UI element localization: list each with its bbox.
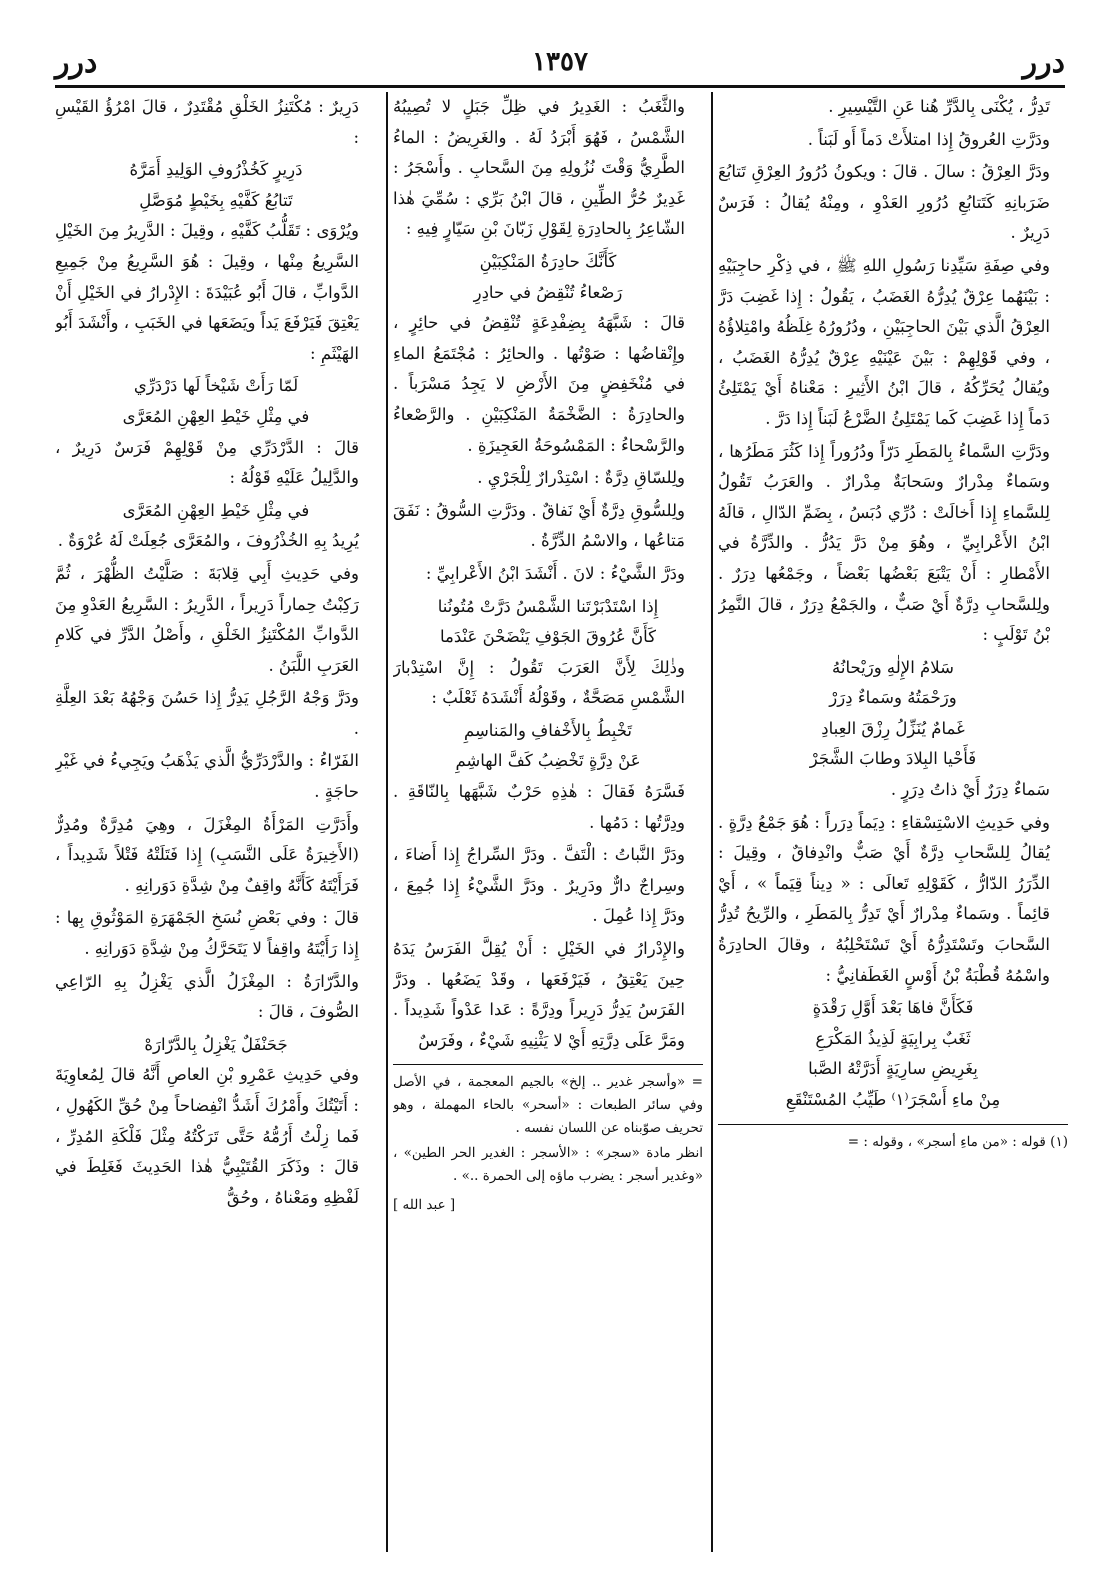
page-header [55, 40, 1065, 84]
footnote-rule [718, 1124, 1068, 1125]
paragraph: ولِلسُّوقِ دِرَّةٌ أَيْ نَفاقٌ . ودَرَّتِ السُّوقُ : نَفَقَ مَتاعُها ، والاسْمُ الدِّرَّةُ . [393, 500, 685, 551]
verse-line: جَحَنْفَلٌ يَغْزِلُ بِالدَّرّارَهْ [144, 1034, 288, 1054]
paragraph: وفي حَدِيثِ الاسْتِسْقاءِ : دِيَماً دِرَراً : هُوَ جَمْعُ دِرَّةٍ . يُقالُ لِلسَّحابِ دِرَّةٌ أَيْ صَبٌّ وانْدِفاقٌ ، وقِيلَ : الدِّرَرُ الدّارُّ ، كَقَوْلِهِ تَعالَى : « دِيناً قِيَماً » ، أَيْ قائِماً . وسَماءٌ مِدْرارٌ أَيْ تَدِرُّ بِالمَطَرِ ، والرِّيحُ تُدِرُّ السَّحابَ وتَسْتَدِرُّهُ أَيْ تَسْتَحْلِبُهُ ، وقالَ الحادِرَةُ واسْمُهُ قُطْبَةُ بْنُ أَوْسٍ الغَطَفانِيُّ : [718, 812, 1050, 985]
footnote-signature: [ عبد الله ] [393, 1197, 456, 1214]
column-divider-right [711, 92, 713, 1552]
paragraph: ويُرْوَى : تَقَلُّبُ كَفَّيْهِ ، وقِيلَ : الدَّرِيرُ مِنَ الخَيْلِ السَّرِيعُ مِنْها ، وقِيلَ : هُوَ السَّرِيعُ مِنْ جَمِيعِ الدَّوابِّ ، قالَ أَبُو عُبَيْدَةَ : الإِدْرارُ في الخَيْلِ أَنْ يَعْتِقَ فَيَرْفَعَ يَداً ويَضَعَها في الخَبَبِ ، وأَنْشَدَ أَبُو الهَيْثَمِ : [55, 221, 359, 363]
verse-line: سَلامُ الإِلٰهِ ورَيْحانُهُ [832, 657, 954, 677]
paragraph: ولِلسّاقِ دِرَّةٌ : اسْتِدْرارٌ لِلْجَرْيِ . [477, 468, 685, 488]
paragraph: قالَ : وفي بَعْضِ نُسَخِ الجَمْهَرَةِ المَوْثُوقِ بِها : إِذا رَأَيْتَهُ واقِفاً لا يَتَحَرَّكُ مِنْ شِدَّةِ دَوَرانِهِ . [55, 908, 359, 959]
verse-line: بِغَرِيضِ سارِيَةٍ أَدَرَّتْهُ الصَّبا [808, 1059, 978, 1079]
verse-line: عَنْ دِرَّةٍ تَخْضِبُ كَفَّ الهاشِمِ [455, 751, 641, 771]
verse-line: تَتابُعُ كَفَّيْهِ بِخَيْطٍ مُوَصَّلِ [139, 190, 293, 210]
footnote-rule [393, 1064, 703, 1065]
verse-line: دَرِيرٍ كَخُذْرُوفِ الوَلِيدِ أَمَرَّهُ [129, 160, 303, 180]
verse-line: كَأَنَّكَ حادِرَةُ المَنْكِبَيْنِ [479, 251, 617, 271]
middle-column [393, 92, 703, 1552]
paragraph: ودَرَّ النَّباتُ : الْتَفَّ . ودَرَّ السِّراجُ إِذا أَضاءَ ، وسِراجٌ دارٌّ ودَرِيرٌ . ودَرَّ الشَّيْءُ إِذا جُمِعَ ، ودَرَّ إِذا عُمِلَ . [393, 845, 685, 926]
verse-line: غَمامٌ يُنَزِّلُ رِزْقَ العِبادِ [821, 718, 965, 738]
headword-left: درر [55, 44, 98, 80]
verse-line: كَأَنَّ عُرُوقَ الجَوْفِ يَنْضَحْنَ عَنْدَما [439, 627, 657, 647]
paragraph: والثَّغَبُ : الغَدِيرُ في ظِلِّ جَبَلٍ لا تُصِيبُهُ الشَّمْسُ ، فَهُوَ أَبْرَدُ لَهُ . والغَرِيضُ : الماءُ الطَّرِيُّ وَقْتَ نُزُولِهِ مِنَ السَّحابِ . وأَسْجَرُ : غَدِيرٌ حُرُّ الطِّينِ ، قالَ ابْنُ بَرِّي : سُمِّيَ هٰذا الشّاعِرُ بِالحادِرَةِ لِقَوْلِ زَبّانَ بْنِ سَيّارٍ فِيهِ : [393, 97, 685, 239]
paragraph: والإِدْرارُ في الخَيْلِ : أَنْ يُقِلَّ الفَرَسُ يَدَهُ حِينَ يَعْتِقُ ، فَيَرْفَعَها ، وقَدْ يَضَعُها . ودَرَّ الفَرَسُ يَدِرُّ دَرِيراً ودِرَّةً : عَدا عَدْواً شَدِيداً . ومَرَّ عَلَى دِرَّتِهِ أَيْ لا يَثْنِيهِ شَيْءٌ ، وفَرَسٌ [393, 939, 685, 1050]
paragraph: وفي صِفَةِ سَيِّدِنا رَسُولِ اللهِ ﷺ ، في ذِكْرِ حاجِبَيْهِ : بَيْنَهُما عِرْقٌ يُدِرُّهُ الغَضَبُ ، يَقُولُ : إِذا غَضِبَ دَرَّ العِرْقُ الَّذي بَيْنَ الحاجِبَيْنِ ، ودُرُورُهُ غِلَظُهُ وامْتِلاؤُهُ ، وفي قَوْلِهِمْ : بَيْنَ عَيْنَيْهِ عِرْقٌ يُدِرُّهُ الغَضَبُ ، ويُقالُ يُحَرِّكُهُ ، قالَ ابْنُ الأَثِيرِ : مَعْناهُ أَيْ يَمْتَلِئُ دَماً إِذا غَضِبَ كَما يَمْتَلِئُ الضَّرْعُ لَبَناً إِذا دَرَّ . [718, 255, 1050, 428]
paragraph: وأَدَرَّتِ المَرْأَةُ المِغْزَلَ ، وهِيَ مُدِرَّةٌ ومُدِرٌّ (الأَخِيرَةُ عَلَى النَّسَبِ) إِذا فَتَلَتْهُ فَتْلاً شَدِيداً ، فَرَأَيْتَهُ كَأَنَّهُ واقِفٌ مِنْ شِدَّةِ دَوَرانِهِ . [55, 814, 359, 895]
paragraph: ودَرَّ وَجْهُ الرَّجُلِ يَدِرُّ إِذا حَسُنَ وَجْهُهُ بَعْدَ العِلَّةِ . [55, 688, 359, 738]
verse-line: رَصْعاءُ تُنْقِضُ في حادِرِ [473, 282, 623, 302]
paragraph: وفي حَدِيثِ أَبِي قِلابَةَ : صَلَّيْتُ الظُّهْرَ ، ثُمَّ رَكِبْتُ حِماراً دَرِيراً ، الدَّرِيرُ : السَّرِيعُ العَدْوِ مِنَ الدَّوابِّ المُكْتَنِزُ الخَلْقِ ، وأَصْلُ الدَّرِّ في كَلامِ العَرَبِ اللَّبَنُ . [55, 563, 359, 675]
column-divider-left [386, 92, 388, 1552]
paragraph: وفي حَدِيثِ عَمْرِو بْنِ العاصِ أَنَّهُ قالَ لِمُعاوِيَةَ : أَتَيْتُكَ وأَمْرُكَ أَشَدُّ انْفِضاحاً مِنْ حُقِّ الكَهُولِ ، فَما زِلْتُ أَرُمُّهُ حَتَّى تَرَكْتُهُ مِثْلَ فَلْكَةِ المُدِرِّ ، قالَ : وذَكَرَ القُتَيْبِيُّ هٰذا الحَدِيثَ فَغَلِطَ في لَفْظِهِ ومَعْناهُ ، وحُقُّ [55, 1065, 359, 1207]
verse-line: ورَحْمَتُهُ وسَماءٌ دِرَرْ [829, 688, 957, 708]
paragraph: ودَرَّ الشَّيْءُ : لانَ . أَنْشَدَ ابْنُ الأَعْرابِيِّ : [425, 563, 685, 583]
verse-line: فَأَحْيا البِلادَ وطابَ الشَّجَرْ [809, 749, 977, 769]
paragraph: تَدِرُّ ، يُكْنَى بِالدَّرِّ هُنا عَنِ التَّيْسِيرِ . [828, 97, 1050, 116]
paragraph: الفَرّاءُ : والدَّرْدَرِّيُّ الَّذي يَذْهَبُ ويَجِيءُ في غَيْرِ حاجَةٍ . [55, 751, 359, 802]
footnote: انظر مادة «سجر» : «الأسجر : الغدير الحر الطين» ، «وغدير أسجر : يضرب ماؤه إلى الحمرة ..» . [393, 1145, 703, 1185]
headword-right: درر [1022, 44, 1065, 80]
paragraph: وذٰلِكَ لِأَنَّ العَرَبَ تَقُولُ : إِنَّ اسْتِدْبارَ الشَّمْسِ مَصَحَّةٌ ، وقَوْلُهُ أَنْشَدَهُ ثَعْلَبٌ : [393, 657, 685, 708]
paragraph: والدَّرّارَةُ : المِغْزَلُ الَّذي يَغْزِلُ بِهِ الرّاعِي الصُّوفَ ، قالَ : [55, 971, 359, 1022]
paragraph: سَماءٌ دِرَرٌ أَيْ ذاتُ دِرَرٍ . [890, 780, 1050, 800]
header-rule [55, 85, 1065, 88]
verse-line: ثَغَبٌ بِرابِيَةٍ لَذِيذُ المَكْرَعِ [815, 1028, 971, 1048]
paragraph: ودَرَّتِ السَّماءُ بِالمَطَرِ دَرّاً ودُرُوراً إِذا كَثُرَ مَطَرُها ، وسَماءٌ مِدْرارٌ وسَحابَةٌ مِدْرارٌ . والعَرَبُ تَقُولُ لِلسَّماءِ إِذا أَخالَتْ : دُرِّي دُبَسُ ، بِضَمِّ الدّالِ ، قالَهُ ابْنُ الأَعْرابِيِّ ، وهُوَ مِنْ دَرَّ يَدُرُّ . والدِّرَّةُ في الأَمْطارِ : أَنْ يَتْبَعَ بَعْضُها بَعْضاً ، وجَمْعُها دِرَرٌ . ولِلسَّحابِ دِرَّةٌ أَيْ صَبٌّ ، والجَمْعُ دِرَرٌ ، قالَ النَّمِرُ بْنُ تَوْلَبٍ : [718, 441, 1050, 645]
verse-line: فَكَأَنَّ فاهَا بَعْدَ أَوَّلِ رَقْدَةٍ [812, 998, 974, 1018]
verse-line: إِذا اسْتَدْبَرْتَنا الشَّمْسُ دَرَّتْ مُتُونُنا [437, 596, 659, 616]
paragraph: ودَرَّ العِرْقُ : سالَ . قالَ : ويكونُ دُرُورُ العِرْقِ تَتابُعَ ضَرَبانِهِ كَتَتابُعِ دُرُورِ العَدْوِ ، ومِنْهُ يُقالُ : فَرَسٌ دَرِيرٌ . [718, 162, 1050, 243]
paragraph: قالَ : الدَّرْدَرِّي مِنْ قَوْلِهِمْ فَرَسٌ دَرِيرٌ ، والدَّلِيلُ عَلَيْهِ قَوْلُهُ : [55, 437, 359, 488]
left-column [55, 92, 377, 1552]
paragraph: ودَرَّتِ العُروقُ إِذا امتلأَتْ دَماً أَو لَبَناً . [807, 129, 1050, 149]
footnote: (١) قوله : «من ماءِ أسجر» ، وقوله : = [847, 1133, 1068, 1150]
paragraph: قالَ : شَبَّهَهُ بِضِفْدِعَةٍ تُنْقِضُ في حائِرٍ ، وإِنْقاضُها : صَوْتُها . والحائِرُ : مُجْتَمَعُ الماءِ في مُنْخَفِضٍ مِنَ الأَرْضِ لا يَجِدُ مَسْرَباً . والحادِرَةُ : الضَّخْمَةُ المَنْكِبَيْنِ . والرَّصْعاءُ والرَّسْحاءُ : المَمْسُوحَةُ العَجِيزَةِ . [393, 313, 685, 455]
footnote: = «وأسجر غدير .. إلخ» بالجيم المعجمة ، في الأصل وفي سائر الطبعات : «أسحر» بالحاء المهملة ، وهو تحريف صوّبناه عن اللسان نفسه . [393, 1074, 703, 1137]
paragraph: فَسَّرَهُ فَقالَ : هٰذِهِ حَرْبٌ شَبَّهَها بِالنّاقَةِ . ودِرَّتُها : دَمُها . [393, 782, 685, 832]
verse-line: في مِثْلِ خَيْطِ العِهْنِ المُعَرَّى [122, 406, 310, 426]
verse-line: في مِثْلِ خَيْطِ العِهْنِ المُعَرَّى [122, 500, 310, 520]
page-number: ١٣٥٧ [532, 47, 588, 77]
right-column [718, 92, 1068, 1552]
paragraph: دَرِيرٌ : مُكْتَنِزُ الخَلْقِ مُقْتَدِرٌ ، قالَ امْرُؤُ القَيْسِ : [55, 97, 359, 147]
verse-line: مِنْ ماءِ أَسْجَرَ⁽١⁾ طَيِّبُ المُسْتَنْقَعِ [785, 1090, 1001, 1109]
verse-line: تَخْبِطُ بِالأَخْفافِ والمَناسِمِ [463, 720, 632, 740]
paragraph: يُرِيدُ بِهِ الخُذْرُوفَ ، والمُعَرَّى جُعِلَتْ لَهُ عُرْوَةٌ . [57, 531, 359, 551]
verse-line: لَمّا رَأَتْ شَيْخاً لَها دَرْدَرِّي [133, 376, 299, 396]
